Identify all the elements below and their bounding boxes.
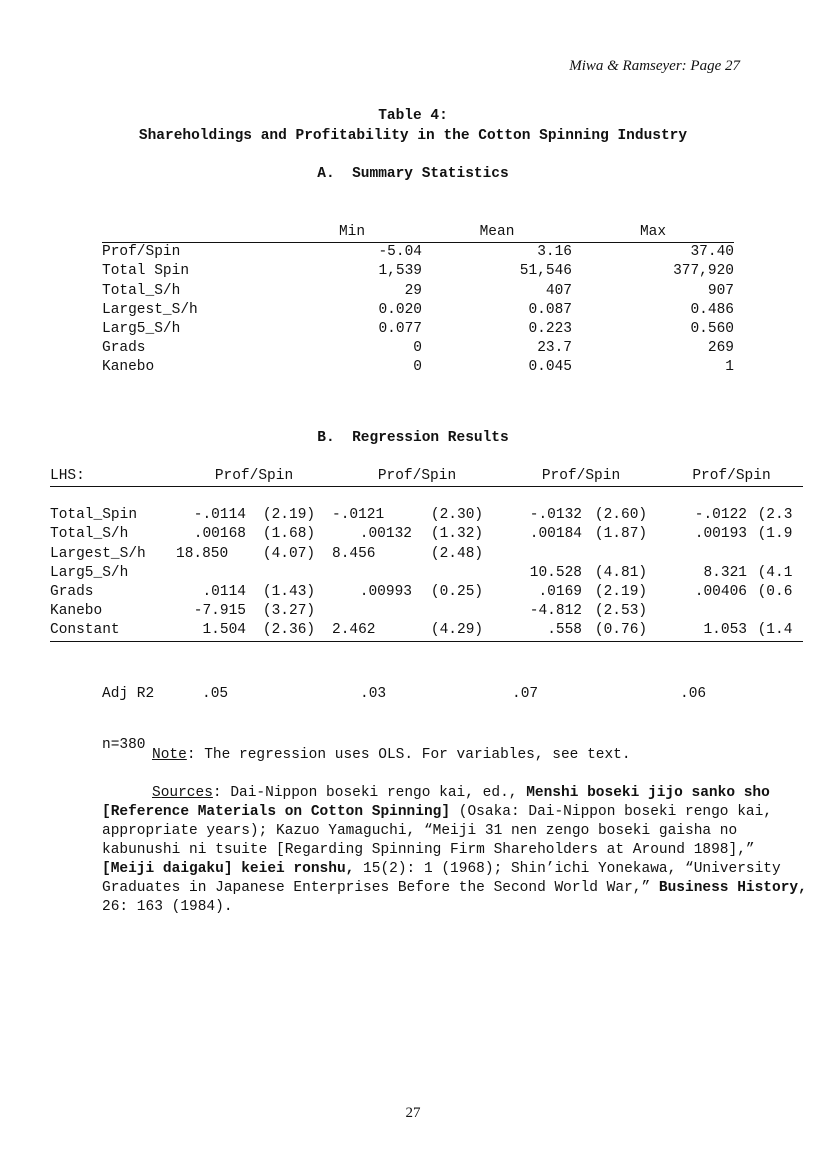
max-value: 0.560 bbox=[690, 321, 734, 338]
coefficient: -.0121 bbox=[332, 507, 385, 524]
t-statistic: (0.76) bbox=[582, 621, 660, 641]
table-row bbox=[102, 320, 734, 339]
t-statistic bbox=[412, 602, 502, 621]
t-statistic: (4.07) bbox=[262, 545, 316, 562]
table-row bbox=[50, 621, 803, 641]
t-statistic: (1.43) bbox=[262, 584, 316, 601]
mean-value: 23.7 bbox=[537, 340, 572, 357]
min-value: 0.077 bbox=[378, 321, 422, 338]
row-label: Prof/Spin bbox=[102, 244, 181, 261]
lhs-column-3: Prof/Spin bbox=[502, 467, 660, 487]
running-header: Miwa & Ramseyer: Page 27 bbox=[569, 58, 740, 74]
header-blank bbox=[102, 223, 282, 243]
coefficient: -4.812 bbox=[529, 603, 582, 620]
header-min: Min bbox=[282, 223, 422, 243]
row-label: Total_Spin bbox=[50, 507, 138, 524]
coefficient bbox=[176, 564, 246, 583]
t-statistic: (0.6 bbox=[757, 584, 793, 601]
coefficient: 8.321 bbox=[703, 564, 747, 581]
mean-value: 0.045 bbox=[528, 359, 572, 376]
table-row bbox=[50, 602, 803, 621]
section-b-heading: B. Regression Results bbox=[317, 430, 509, 446]
sources-label: Sources bbox=[152, 785, 213, 801]
coefficient: .00406 bbox=[694, 584, 747, 601]
note-text: : The regression uses OLS. For variables, see text. bbox=[186, 747, 631, 763]
table-row bbox=[102, 243, 734, 263]
t-statistic bbox=[246, 564, 332, 583]
sources-text: : Dai-Nippon boseki rengo kai, ed., bbox=[212, 785, 527, 801]
mean-value: 407 bbox=[545, 282, 572, 299]
page-number: 27 bbox=[405, 1105, 421, 1121]
row-label: Kanebo bbox=[50, 603, 103, 620]
table-row bbox=[102, 301, 734, 320]
coefficient: .00184 bbox=[529, 526, 582, 543]
t-statistic: (0.25) bbox=[430, 584, 484, 601]
coefficient: .00168 bbox=[193, 526, 246, 543]
t-statistic: (3.27) bbox=[262, 603, 316, 620]
t-statistic: (2.60) bbox=[594, 507, 648, 524]
row-label: Larg5_S/h bbox=[50, 564, 129, 581]
section-a-heading: A. Summary Statistics bbox=[317, 166, 509, 182]
mean-value: 3.16 bbox=[537, 244, 572, 261]
coefficient bbox=[502, 545, 582, 564]
row-label: Grads bbox=[102, 340, 146, 357]
mean-value: 0.223 bbox=[528, 321, 572, 338]
table-row bbox=[50, 506, 803, 525]
table-sources bbox=[102, 784, 807, 917]
min-value: 29 bbox=[404, 282, 422, 299]
min-value: 0 bbox=[413, 340, 422, 357]
table-title: Table 4: bbox=[378, 108, 448, 124]
row-label: Constant bbox=[50, 621, 176, 641]
t-statistic: (2.3 bbox=[757, 507, 793, 524]
table-row bbox=[50, 583, 803, 602]
t-statistic: (4.81) bbox=[594, 564, 648, 581]
coefficient: -.0132 bbox=[529, 507, 582, 524]
summary-header-row bbox=[102, 223, 734, 243]
max-value: 1 bbox=[725, 359, 734, 376]
t-statistic bbox=[582, 545, 660, 564]
t-statistic: (4.1 bbox=[757, 564, 793, 581]
coefficient bbox=[332, 564, 412, 583]
t-statistic: (2.36) bbox=[246, 621, 332, 641]
row-label: Grads bbox=[50, 584, 94, 601]
coefficient: -7.915 bbox=[193, 603, 246, 620]
regression-results-table bbox=[50, 467, 803, 642]
mean-value: 51,546 bbox=[519, 263, 572, 280]
table-subtitle: Shareholdings and Profitability in the Cotton Spinning Industry bbox=[138, 128, 688, 144]
coefficient bbox=[660, 545, 747, 564]
t-statistic: (2.30) bbox=[430, 507, 484, 524]
coefficient: 1.504 bbox=[176, 621, 246, 641]
coefficient: 18.850 bbox=[176, 545, 229, 562]
t-statistic: (1.32) bbox=[430, 526, 484, 543]
table-note bbox=[102, 746, 807, 765]
row-label: Largest_S/h bbox=[102, 301, 198, 318]
table-row bbox=[102, 282, 734, 301]
header-max: Max bbox=[572, 223, 734, 243]
min-value: 0.020 bbox=[378, 301, 422, 318]
coefficient: -.0122 bbox=[694, 507, 747, 524]
lhs-column-4: Prof/Spin bbox=[660, 467, 803, 487]
t-statistic: (1.87) bbox=[594, 526, 648, 543]
t-statistic bbox=[412, 564, 502, 583]
t-statistic: (2.53) bbox=[594, 603, 648, 620]
coefficient: 10.528 bbox=[529, 564, 582, 581]
sources-text: 15(2): 1 (1968); Shin’ichi Yonekawa, “University Graduates in Japanese Enterprises Before the Second World War,” bbox=[102, 861, 781, 896]
sample-size: n=380 bbox=[102, 737, 146, 753]
row-label: Total Spin bbox=[102, 263, 190, 280]
lhs-column-1: Prof/Spin bbox=[176, 467, 332, 487]
t-statistic: (1.4 bbox=[747, 621, 803, 641]
spacer-row bbox=[50, 487, 803, 507]
mean-value: 0.087 bbox=[528, 301, 572, 318]
max-value: 0.486 bbox=[690, 301, 734, 318]
min-value: 0 bbox=[413, 359, 422, 376]
coefficient: .558 bbox=[502, 621, 582, 641]
table-row bbox=[50, 545, 803, 564]
coefficient: .00132 bbox=[359, 526, 412, 543]
coefficient bbox=[332, 602, 412, 621]
row-label: Larg5_S/h bbox=[102, 321, 181, 338]
t-statistic: (2.19) bbox=[262, 507, 316, 524]
adj-r2-value: .07 bbox=[512, 686, 539, 702]
row-label: Total_S/h bbox=[102, 282, 181, 299]
row-label: Largest_S/h bbox=[50, 545, 146, 562]
table-row bbox=[102, 358, 734, 377]
min-value: -5.04 bbox=[378, 244, 422, 261]
coefficient: .0169 bbox=[538, 584, 582, 601]
lhs-label: LHS: bbox=[50, 467, 176, 487]
sources-title: Business History, bbox=[658, 880, 807, 896]
row-label: Total_S/h bbox=[50, 526, 129, 543]
row-label: Kanebo bbox=[102, 359, 155, 376]
adj-r2-label: Adj R2 bbox=[102, 686, 155, 702]
table-row bbox=[50, 525, 803, 544]
header-mean: Mean bbox=[422, 223, 572, 243]
t-statistic: (1.9 bbox=[757, 526, 793, 543]
coefficient bbox=[660, 602, 747, 621]
adj-r2-value: .05 bbox=[202, 686, 229, 702]
t-statistic: (4.29) bbox=[412, 621, 502, 641]
sources-title: Menshi boseki jijo sanko sho [Reference Materials on Cotton Spinning] bbox=[102, 785, 770, 820]
lhs-header-row bbox=[50, 467, 803, 487]
sources-text: (Osaka: Dai-Nippon boseki rengo kai, appropriate years); Kazuo Yamaguchi, “Meiji 31 nen zengo boseki gaisha no kabunushi ni tsuite [Regarding Spinning Firm Shareholders at Around 1898],” bbox=[102, 804, 773, 858]
t-statistic: (2.19) bbox=[594, 584, 648, 601]
sources-text: 26: 163 (1984). bbox=[102, 899, 233, 915]
coefficient: .00193 bbox=[694, 526, 747, 543]
adj-r2-row bbox=[102, 685, 706, 704]
t-statistic: (1.68) bbox=[262, 526, 316, 543]
adj-r2-value: .03 bbox=[360, 686, 387, 702]
sources-title: [Meiji daigaku] keiei ronshu, bbox=[102, 861, 355, 877]
coefficient: 8.456 bbox=[332, 545, 376, 562]
coefficient: .0114 bbox=[202, 584, 246, 601]
max-value: 269 bbox=[707, 340, 734, 357]
lhs-column-2: Prof/Spin bbox=[332, 467, 502, 487]
coefficient: -.0114 bbox=[193, 507, 246, 524]
t-statistic bbox=[747, 602, 803, 621]
max-value: 377,920 bbox=[673, 263, 734, 280]
coefficient: 1.053 bbox=[660, 621, 747, 641]
max-value: 37.40 bbox=[690, 244, 734, 261]
coefficient: 2.462 bbox=[332, 621, 412, 641]
table-row bbox=[50, 564, 803, 583]
table-row bbox=[102, 339, 734, 358]
max-value: 907 bbox=[707, 282, 734, 299]
coefficient: .00993 bbox=[359, 584, 412, 601]
t-statistic: (2.48) bbox=[430, 545, 484, 562]
note-label: Note bbox=[152, 747, 187, 763]
t-statistic bbox=[747, 545, 803, 564]
adj-r2-value: .06 bbox=[680, 686, 707, 702]
summary-statistics-table bbox=[102, 223, 734, 378]
table-row bbox=[102, 262, 734, 281]
min-value: 1,539 bbox=[378, 263, 422, 280]
